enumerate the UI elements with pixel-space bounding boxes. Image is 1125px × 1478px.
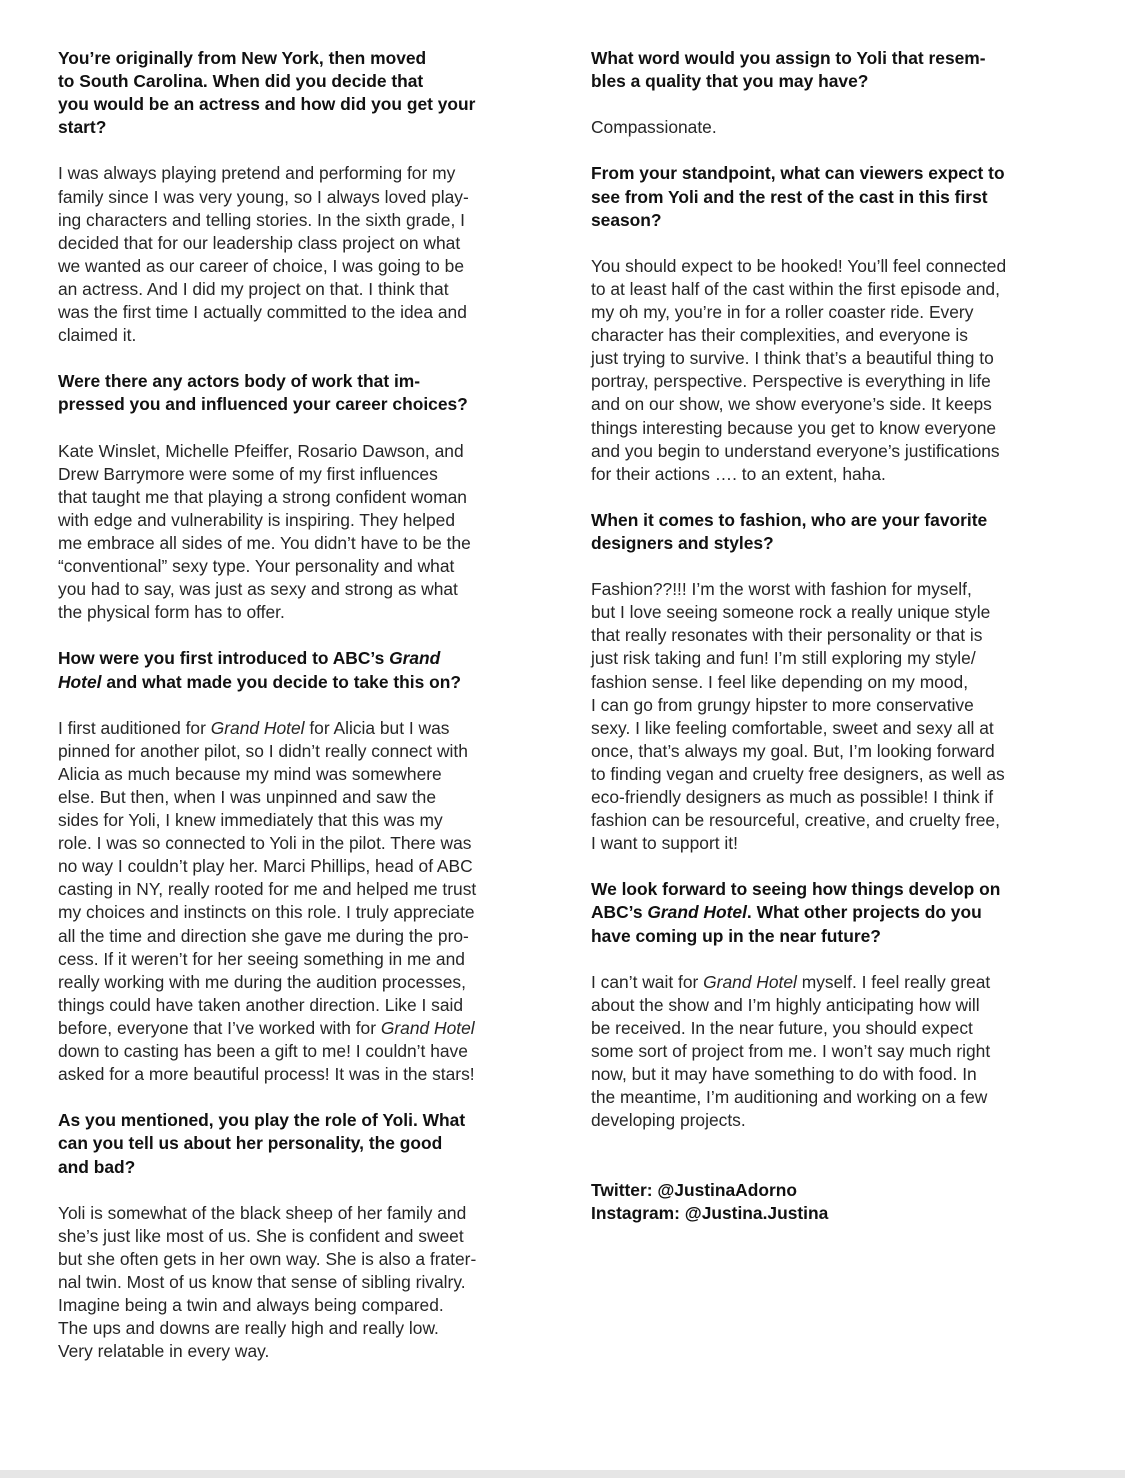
answer-upcoming-projects: [591, 971, 1061, 1133]
answer-line: “conventional” sexy type. Your personality and what: [58, 556, 455, 577]
text-segment: myself. I feel really great: [796, 971, 991, 992]
answer-line: Very relatable in every way.: [58, 1341, 270, 1362]
text-segment: . What other projects do you: [746, 902, 982, 923]
text-segment: ABC’s: [591, 902, 648, 923]
answer-line: decided that for our leadership class project on what: [58, 232, 461, 253]
question-fashion: [591, 509, 1061, 555]
answer-line: about the show and I’m highly anticipating how will: [591, 994, 980, 1015]
paragraph-gap: [58, 139, 533, 162]
answer-yoli-role: [58, 1202, 533, 1364]
question-line: What word would you assign to Yoli that resem-: [591, 48, 986, 68]
question-line: see from Yoli and the rest of the cast in this first: [591, 186, 988, 207]
answer-line: else. But then, when I was unpinned and saw the: [58, 787, 437, 807]
answer-line: for their actions …. to an extent, haha.: [591, 463, 886, 484]
question-line: bles a quality that you may have?: [591, 71, 869, 92]
question-yoli-role: [58, 1109, 533, 1178]
answer-line: I want to support it!: [591, 833, 738, 854]
page-bottom-edge: [0, 1470, 1125, 1478]
answer-line: fashion can be resourceful, creative, and cruelty free,: [591, 810, 1000, 831]
text-segment: How were you first introduced to ABC’s: [58, 648, 390, 669]
question-line: you would be an actress and how did you get your: [58, 94, 476, 115]
answer-line: eco-friendly designers as much as possible! I think if: [591, 787, 994, 807]
paragraph-gap: [591, 855, 1061, 878]
question-line: Were there any actors body of work that im-: [58, 371, 421, 392]
answer-line: asked for a more beautiful process! It was in the stars!: [58, 1064, 475, 1085]
paragraph-gap: [58, 694, 533, 717]
show-title: Grand Hotel: [703, 971, 797, 992]
answer-line: portray, perspective. Perspective is everything in life: [591, 371, 991, 392]
paragraph-gap: [591, 486, 1061, 509]
answer-line: you had to say, was just as sexy and strong as what: [58, 579, 458, 600]
show-title: Grand Hotel: [647, 902, 747, 923]
text-segment: for Alicia but I was: [304, 717, 450, 738]
answer-line: claimed it.: [58, 325, 137, 346]
question-line: have coming up in the near future?: [591, 925, 881, 946]
answer-line: character has their complexities, and everyone is: [591, 325, 968, 346]
answer-line: that taught me that playing a strong confident woman: [58, 486, 467, 507]
answer-line: down to casting has been a gift to me! I couldn’t have: [58, 1041, 468, 1062]
answer-line: Alicia as much because my mind was somewhere: [58, 763, 442, 784]
answer-line: now, but it may have something to do with food. In: [591, 1064, 977, 1085]
question-line: As you mentioned, you play the role of Yoli. What: [58, 1110, 466, 1131]
question-line: We look forward to seeing how things develop on: [591, 879, 1001, 900]
answer-line: my choices and instincts on this role. I truly appreciate: [58, 902, 475, 923]
question-influences: [58, 370, 533, 416]
answer-line: was the first time I actually committed to the idea and: [58, 302, 467, 323]
answer-line: be received. In the near future, you should expect: [591, 1017, 973, 1038]
answer-line: no way I couldn’t play her. Marci Phillips, head of ABC: [58, 856, 473, 877]
answer-line: once, that’s always my goal. But, I’m looking forward: [591, 740, 995, 761]
answer-line: just risk taking and fun! I’m still exploring my style/: [591, 648, 976, 669]
social-handles: [591, 1179, 1061, 1225]
show-title: Hotel: [58, 671, 102, 692]
answer-line: You should expect to be hooked! You’ll feel connected: [591, 255, 1007, 276]
question-line: designers and styles?: [591, 532, 774, 553]
question-line: [58, 647, 533, 670]
question-viewers-expect: [591, 162, 1061, 231]
answer-line: [58, 1017, 533, 1040]
answer-line: [58, 717, 533, 740]
answer-line: nal twin. Most of us know that sense of sibling rivalry.: [58, 1271, 466, 1292]
answer-line: really working with me during the audition processes,: [58, 971, 466, 992]
answer-line: we wanted as our career of choice, I was going to be: [58, 255, 465, 276]
question-line: pressed you and influenced your career choices?: [58, 394, 468, 415]
right-column: [591, 47, 1061, 1225]
paragraph-gap: [591, 232, 1061, 255]
answer-yoli-word: [591, 116, 1061, 139]
answer-line: [591, 971, 1061, 994]
question-line: start?: [58, 117, 107, 138]
answer-line: to finding vegan and cruelty free designers, as well as: [591, 763, 1005, 784]
answer-line: pinned for another pilot, so I didn’t really connect with: [58, 740, 468, 761]
answer-line: Imagine being a twin and always being compared.: [58, 1295, 444, 1316]
answer-line: role. I was so connected to Yoli in the pilot. There was: [58, 833, 472, 854]
answer-influences: [58, 440, 533, 625]
answer-line: Compassionate.: [591, 117, 717, 138]
answer-line: fashion sense. I feel like depending on my mood,: [591, 671, 969, 692]
answer-line: but I love seeing someone rock a really unique style: [591, 602, 991, 623]
question-line: From your standpoint, what can viewers expect to: [591, 163, 1005, 184]
show-title: Grand Hotel: [380, 1017, 475, 1038]
text-segment: before, everyone that I’ve worked with for: [58, 1017, 381, 1038]
answer-line: Yoli is somewhat of the black sheep of her family and: [58, 1202, 467, 1223]
paragraph-gap: [58, 1086, 533, 1109]
answer-line: Drew Barrymore were some of my first influences: [58, 463, 438, 484]
show-title: Grand Hotel: [210, 717, 305, 738]
answer-line: with edge and vulnerability is inspiring. They helped: [58, 509, 456, 530]
answer-line: all the time and direction she gave me during the pro-: [58, 925, 469, 946]
question-origin: [58, 47, 533, 139]
paragraph-gap: [58, 417, 533, 440]
instagram-handle: Instagram: @Justina.Justina: [591, 1202, 829, 1223]
question-line: When it comes to fashion, who are your favorite: [591, 509, 988, 530]
answer-line: to at least half of the cast within the first episode and,: [591, 278, 1000, 299]
question-line: [58, 671, 533, 694]
twitter-handle: Twitter: @JustinaAdorno: [591, 1179, 797, 1200]
answer-line: cess. If it weren’t for her seeing something in me and: [58, 948, 465, 969]
paragraph-gap: [591, 948, 1061, 971]
question-line: and bad?: [58, 1156, 136, 1177]
answer-line: sides for Yoli, I knew immediately that this was my: [58, 810, 443, 831]
answer-line: things interesting because you get to know everyone: [591, 417, 997, 438]
left-column: [58, 47, 533, 1363]
answer-line: some sort of project from me. I won’t say much right: [591, 1041, 991, 1062]
answer-line: and you begin to understand everyone’s justifications: [591, 440, 1000, 461]
paragraph-gap: [591, 139, 1061, 162]
answer-line: that really resonates with their personality or that is: [591, 625, 983, 646]
paragraph-gap: [58, 624, 533, 647]
answer-line: sexy. I like feeling comfortable, sweet and sexy all at: [591, 717, 994, 738]
answer-origin: [58, 162, 533, 347]
answer-line: my oh my, you’re in for a roller coaster ride. Every: [591, 302, 974, 323]
show-title: Grand: [389, 648, 441, 669]
answer-fashion: [591, 578, 1061, 855]
question-line: [591, 901, 1061, 924]
question-line: You’re originally from New York, then moved: [58, 48, 427, 68]
paragraph-gap: [591, 93, 1061, 116]
question-line: to South Carolina. When did you decide that: [58, 71, 424, 92]
answer-line: Kate Winslet, Michelle Pfeiffer, Rosario Dawson, and: [58, 440, 464, 461]
answer-line: I can go from grungy hipster to more conservative: [591, 694, 974, 715]
answer-line: she’s just like most of us. She is confident and sweet: [58, 1225, 464, 1246]
paragraph-gap: [591, 1132, 1061, 1178]
answer-line: me embrace all sides of me. You didn’t have to be the: [58, 532, 471, 553]
answer-line: just trying to survive. I think that’s a beautiful thing to: [591, 348, 994, 369]
text-segment: I can’t wait for: [591, 971, 704, 992]
answer-grand-hotel-intro: [58, 717, 533, 1087]
question-line: season?: [591, 209, 662, 230]
text-segment: and what made you decide to take this on?: [101, 671, 461, 692]
question-upcoming-projects: [591, 878, 1061, 947]
answer-line: casting in NY, really rooted for me and helped me trust: [58, 879, 477, 900]
answer-line: ing characters and telling stories. In the sixth grade, I: [58, 209, 465, 230]
answer-line: I was always playing pretend and performing for my: [58, 163, 456, 184]
answer-line: family since I was very young, so I always loved play-: [58, 186, 469, 207]
answer-line: things could have taken another direction. Like I said: [58, 994, 464, 1015]
answer-line: developing projects.: [591, 1110, 746, 1131]
answer-line: an actress. And I did my project on that. I think that: [58, 278, 449, 299]
question-line: can you tell us about her personality, the good: [58, 1133, 443, 1154]
paragraph-gap: [58, 347, 533, 370]
question-yoli-word: [591, 47, 1061, 93]
paragraph-gap: [591, 555, 1061, 578]
answer-line: and on our show, we show everyone’s side. It keeps: [591, 394, 992, 415]
answer-line: but she often gets in her own way. She is also a frater-: [58, 1248, 477, 1269]
answer-line: the physical form has to offer.: [58, 602, 285, 623]
answer-line: the meantime, I’m auditioning and working on a few: [591, 1087, 988, 1108]
question-grand-hotel-intro: [58, 647, 533, 693]
answer-line: The ups and downs are really high and really low.: [58, 1318, 439, 1339]
answer-line: Fashion??!!! I’m the worst with fashion for myself,: [591, 579, 972, 600]
text-segment: I first auditioned for: [58, 717, 211, 738]
answer-viewers-expect: [591, 255, 1061, 486]
paragraph-gap: [58, 1179, 533, 1202]
